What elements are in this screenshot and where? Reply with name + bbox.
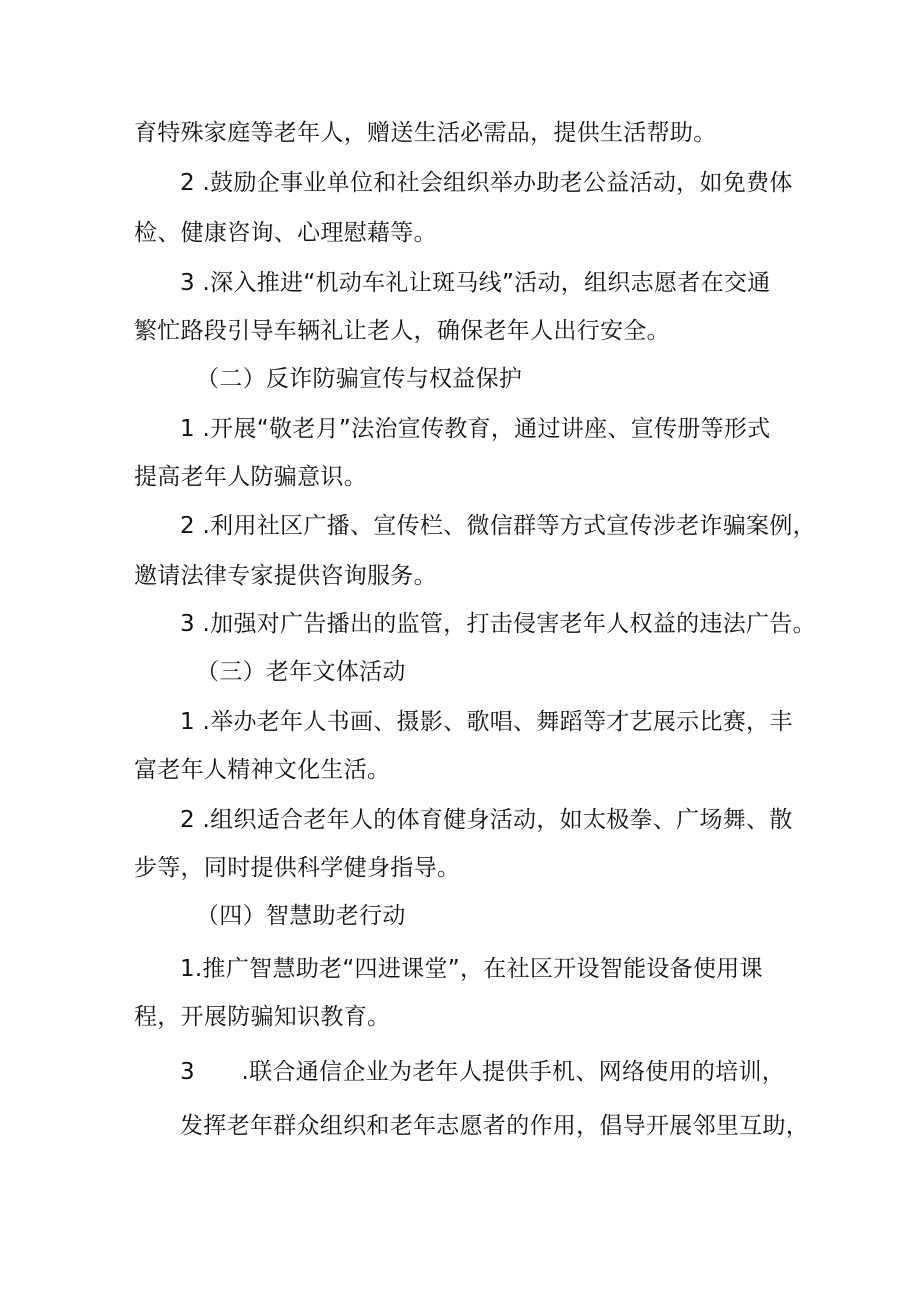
list-item: 2 .鼓励企事业单位和社会组织举办助老公益活动，如免费体	[180, 170, 793, 196]
text-line: 育特殊家庭等老年人，赠送生活必需品，提供生活帮助。	[134, 120, 717, 146]
text-line: 富老年人精神文化生活。	[134, 757, 391, 783]
section-heading: （四）智慧助老行动	[196, 903, 406, 929]
list-item: 1 .开展“敬老月”法治宣传教育，通过讲座、宣传册等形式	[180, 416, 771, 442]
list-item: 3 .联合通信企业为老年人提供手机、网络使用的培训，	[180, 1059, 786, 1085]
text-line: 繁忙路段引导车辆礼让老人，确保老年人出行安全。	[134, 318, 670, 344]
section-heading: （二）反诈防骗宣传与权益保护	[196, 366, 523, 392]
text-line: 检、健康咨询、心理慰藉等。	[134, 220, 437, 246]
text-line: 邀请法律专家提供咨询服务。	[134, 563, 437, 589]
text-line: 发挥老年群众组织和老年志愿者的作用，倡导开展邻里互助，	[180, 1113, 810, 1139]
list-item: 1 .举办老年人书画、摄影、歌唱、舞蹈等才艺展示比赛，丰	[180, 709, 793, 735]
text-line: 程，开展防骗知识教育。	[134, 1004, 391, 1030]
section-heading: （三）老年文体活动	[196, 659, 406, 685]
text-line: 提高老年人防骗意识。	[134, 464, 367, 490]
list-item: 3 .加强对广告播出的监管，打击侵害老年人权益的违法广告。	[180, 611, 816, 637]
list-item: 2 .组织适合老年人的体育健身活动，如太极拳、广场舞、散	[180, 807, 793, 833]
list-item: 2 .利用社区广播、宣传栏、微信群等方式宣传涉老诈骗案例，	[180, 513, 816, 539]
list-item: 3 .深入推进“机动车礼让斑马线”活动，组织志愿者在交通	[180, 270, 771, 296]
text-line: 步等，同时提供科学健身指导。	[134, 855, 461, 881]
list-item: 1.推广智慧助老“四进课堂”，在社区开设智能设备使用课	[180, 956, 763, 982]
